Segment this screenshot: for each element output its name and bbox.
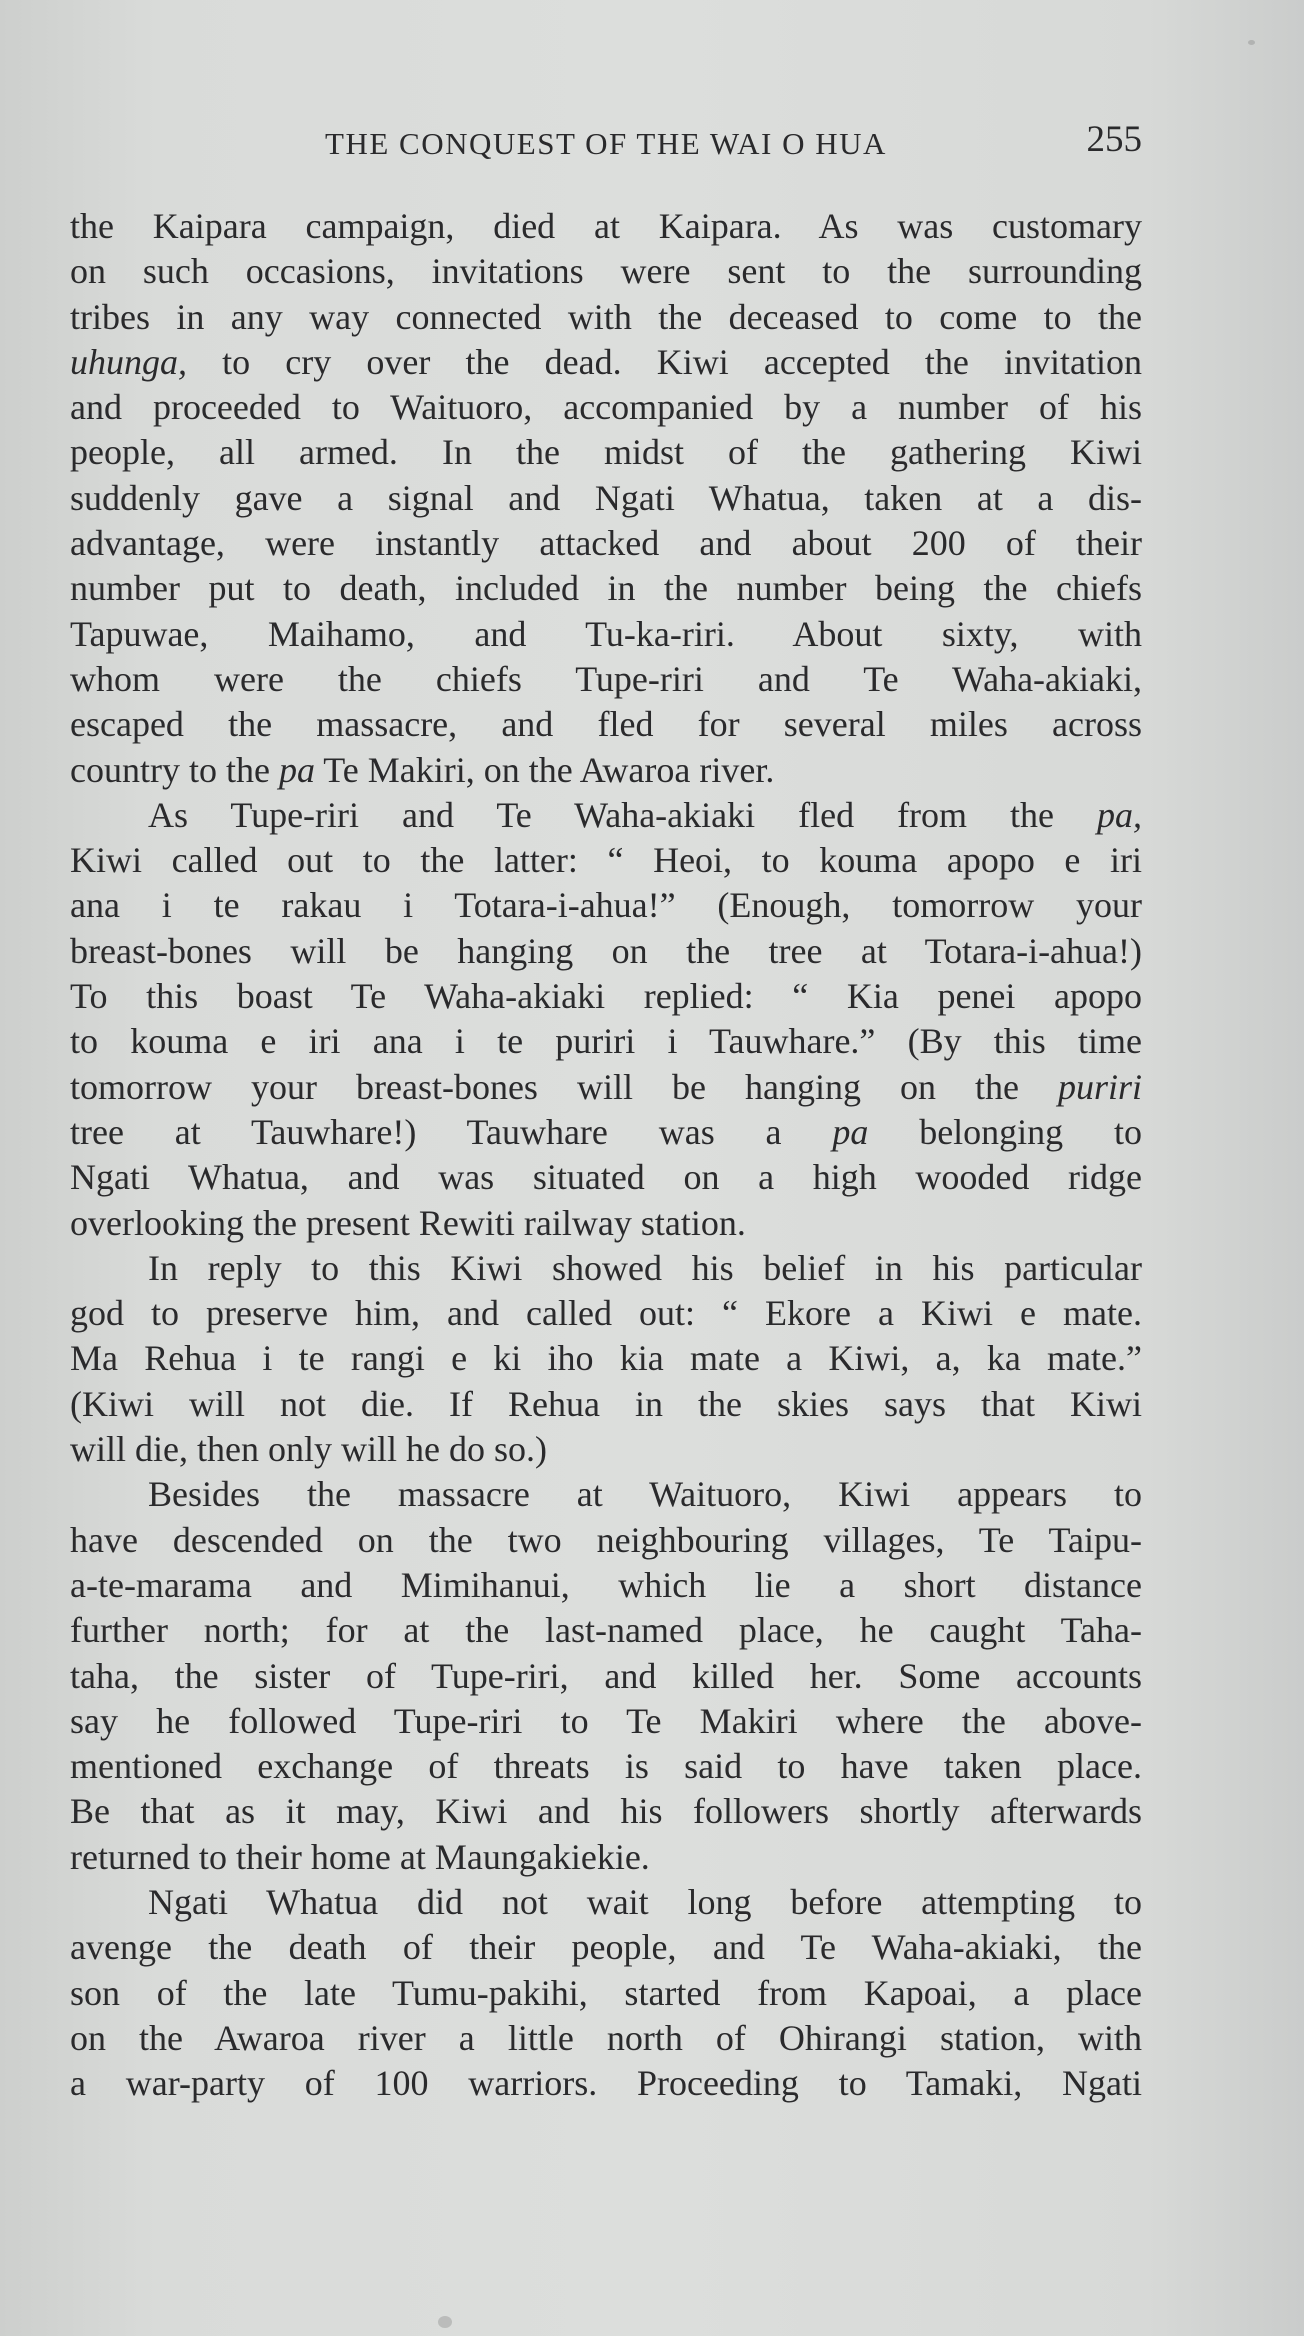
text-line: Tapuwae, Maihamo, and Tu-ka-riri. About sixty, with — [70, 613, 1142, 654]
text-line: further north; for at the last-named place, he caught Taha- — [70, 1610, 1142, 1651]
text-line: To this boast Te Waha-akiaki replied: “ Kia penei apopo — [70, 976, 1142, 1017]
text-line: whom were the chiefs Tupe-riri and Te Waha-akiaki, — [70, 658, 1142, 699]
text-line: suddenly gave a signal and Ngati Whatua, taken at a dis- — [70, 477, 1142, 518]
text-line: overlooking the present Rewiti railway station. — [70, 1202, 746, 1243]
text-line: Ngati Whatua did not wait long before attempting to — [148, 1881, 1142, 1922]
text-line: uhunga, to cry over the dead. Kiwi accepted the invitation — [70, 341, 1142, 382]
text-line: taha, the sister of Tupe-riri, and killed her. Some accounts — [70, 1655, 1142, 1696]
text-line: and proceeded to Waituoro, accompanied by a number of his — [70, 387, 1142, 428]
text-line: Ma Rehua i te rangi e ki iho kia mate a Kiwi, a, ka mate.” — [70, 1338, 1142, 1379]
paper-speck — [1248, 40, 1255, 45]
text-line: mentioned exchange of threats is said to have taken place. — [70, 1746, 1142, 1787]
text-line: will die, then only will he do so.) — [70, 1429, 547, 1470]
text-line: to kouma e iri ana i te puriri i Tauwhare.” (By this time — [70, 1021, 1142, 1062]
text-line: number put to death, included in the number being the chiefs — [70, 568, 1142, 609]
text-line: god to preserve him, and called out: “ Ekore a Kiwi e mate. — [70, 1293, 1142, 1334]
running-title: THE CONQUEST OF THE WAI O HUA — [325, 126, 887, 161]
text-line: tribes in any way connected with the deceased to come to the — [70, 296, 1142, 337]
text-line: have descended on the two neighbouring villages, Te Taipu- — [70, 1519, 1142, 1560]
text-line: ana i te rakau i Totara-i-ahua!” (Enough, tomorrow your — [70, 885, 1142, 926]
text-line: people, all armed. In the midst of the gathering Kiwi — [70, 432, 1142, 473]
text-line: the Kaipara campaign, died at Kaipara. As was customary — [70, 206, 1142, 246]
running-header — [70, 118, 1142, 168]
text-line: son of the late Tumu-pakihi, started from Kapoai, a place — [70, 1972, 1142, 2013]
text-line: escaped the massacre, and fled for several miles across — [70, 704, 1142, 745]
text-line: on the Awaroa river a little north of Ohirangi station, with — [70, 2017, 1142, 2058]
text-line: As Tupe-riri and Te Waha-akiaki fled from the pa, — [148, 794, 1142, 835]
text-line: a-te-marama and Mimihanui, which lie a short distance — [70, 1564, 1142, 1605]
text-line: returned to their home at Maungakiekie. — [70, 1836, 650, 1877]
text-line: a war-party of 100 warriors. Proceeding to Tamaki, Ngati — [70, 2063, 1142, 2104]
text-line: avenge the death of their people, and Te Waha-akiaki, the — [70, 1927, 1142, 1968]
text-line: Ngati Whatua, and was situated on a high wooded ridge — [70, 1157, 1142, 1198]
text-line: Besides the massacre at Waituoro, Kiwi appears to — [148, 1474, 1142, 1515]
text-line: Be that as it may, Kiwi and his followers shortly afterwards — [70, 1791, 1142, 1832]
text-line: Kiwi called out to the latter: “ Heoi, to kouma apopo e iri — [70, 840, 1142, 881]
text-line: say he followed Tupe-riri to Te Makiri where the above- — [70, 1700, 1142, 1741]
text-line: on such occasions, invitations were sent to the surrounding — [70, 251, 1142, 292]
body-text — [70, 204, 1142, 2106]
text-line: In reply to this Kiwi showed his belief in his particular — [148, 1247, 1142, 1288]
paper-speck — [438, 2316, 452, 2328]
text-line: advantage, were instantly attacked and about 200 of their — [70, 523, 1142, 564]
text-line: country to the pa Te Makiri, on the Awaroa river. — [70, 749, 775, 790]
text-line: tree at Tauwhare!) Tauwhare was a pa belonging to — [70, 1111, 1143, 1152]
text-line: (Kiwi will not die. If Rehua in the skies says that Kiwi — [70, 1383, 1142, 1424]
text-line: tomorrow your breast-bones will be hanging on the puriri — [70, 1066, 1142, 1107]
text-line: breast-bones will be hanging on the tree at Totara-i-ahua!) — [70, 930, 1142, 971]
page-number: 255 — [1086, 119, 1142, 160]
